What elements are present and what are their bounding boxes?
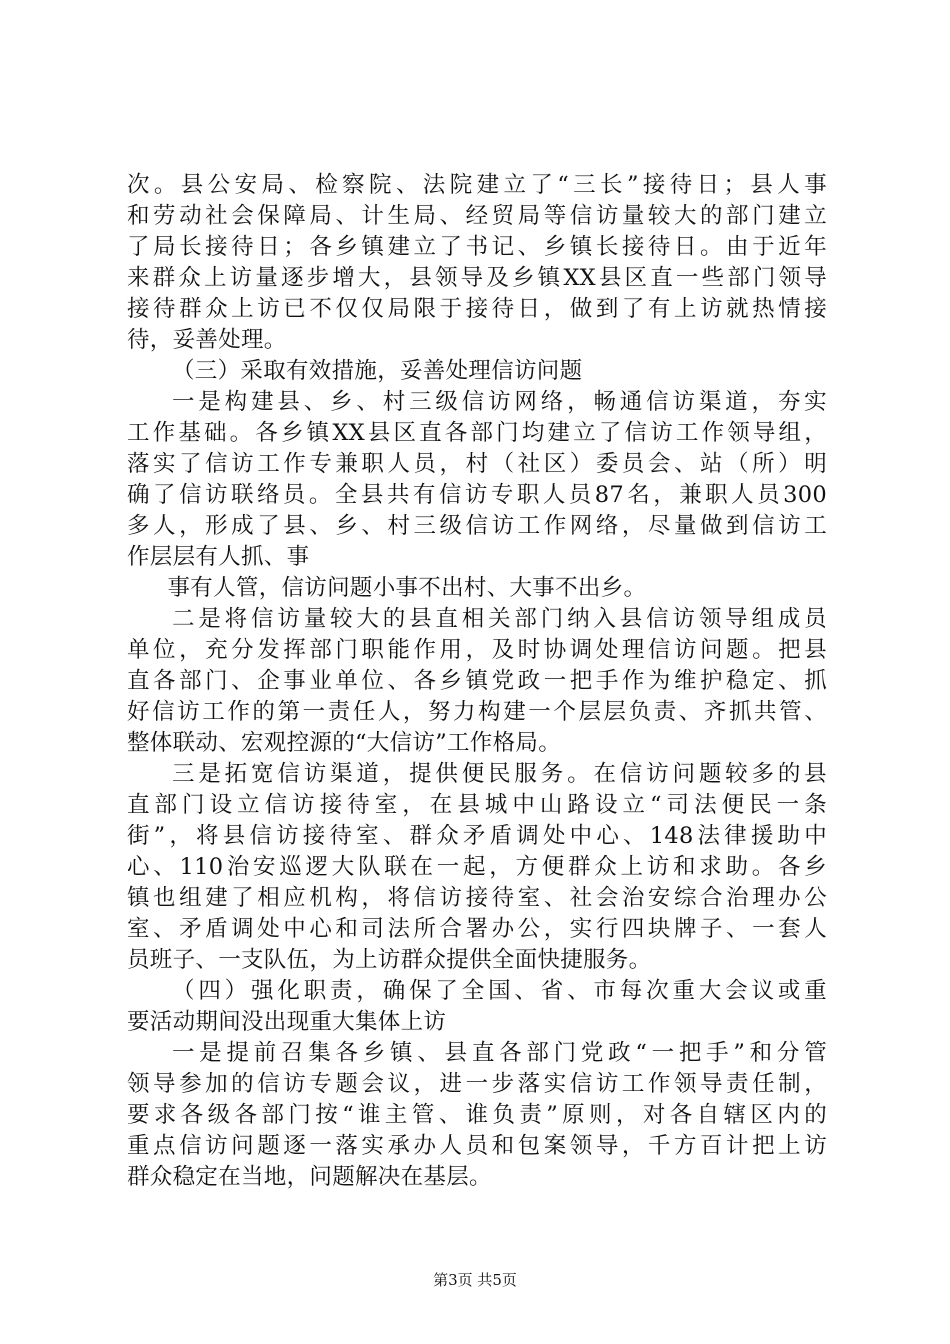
text-line: 三是拓宽信访渠道，提供便民服务。在信访问题较多的县 [172, 761, 827, 787]
document-body [127, 170, 827, 1193]
text-line: 来群众上访量逐步增大，县领导及乡镇XX县区直一些部门领导 [127, 265, 827, 291]
text-line: 工作基础。各乡镇XX县区直各部门均建立了信访工作领导组， [127, 420, 827, 446]
page-number-footer: 第3页 共5页 [433, 1271, 517, 1289]
text-line: 确了信访联络员。全县共有信访专职人员87名，兼职人员300 [127, 482, 827, 508]
text-line: 一是构建县、乡、村三级信访网络，畅通信访渠道，夯实 [172, 389, 827, 415]
text-line: 整体联动、宏观控源的“大信访”工作格局。 [127, 730, 562, 756]
text-line: 员班子、一支队伍，为上访群众提供全面快捷服务。 [127, 947, 652, 973]
text-line: 事有人管，信访问题小事不出村、大事不出乡。 [167, 575, 647, 601]
text-line: 待，妥善处理。 [127, 327, 287, 353]
text-line: 心、110治安巡逻大队联在一起，方便群众上访和求助。各乡 [127, 854, 827, 880]
text-line: 一是提前召集各乡镇、县直各部门党政“一把手”和分管 [172, 1040, 827, 1066]
text-line: （三）采取有效措施，妥善处理信访问题 [172, 358, 583, 384]
text-line: 次。县公安局、检察院、法院建立了“三长”接待日；县人事 [127, 172, 827, 198]
text-line: 室、矛盾调处中心和司法所合署办公，实行四块牌子、一套人 [127, 916, 827, 942]
text-line: 领导参加的信访专题会议，进一步落实信访工作领导责任制， [127, 1071, 827, 1097]
text-line: 要求各级各部门按“谁主管、谁负责”原则，对各自辖区内的 [127, 1102, 827, 1128]
text-line: 重点信访问题逐一落实承办人员和包案领导，千方百计把上访 [127, 1133, 827, 1159]
text-line: 群众稳定在当地，问题解决在基层。 [127, 1164, 492, 1190]
text-line: 街”，将县信访接待室、群众矛盾调处中心、148法律援助中 [127, 823, 827, 849]
text-line: 和劳动社会保障局、计生局、经贸局等信访量较大的部门建立 [127, 203, 827, 229]
text-line: 作层层有人抓、事 [127, 544, 310, 570]
text-line: 落实了信访工作专兼职人员，村（社区）委员会、站（所）明 [127, 451, 827, 477]
text-line: （四）强化职责，确保了全国、省、市每次重大会议或重 [172, 978, 827, 1004]
text-line: 直各部门、企事业单位、各乡镇党政一把手作为维护稳定、抓 [127, 668, 827, 694]
text-line: 单位，充分发挥部门职能作用，及时协调处理信访问题。把县 [127, 637, 827, 663]
text-line: 镇也组建了相应机构，将信访接待室、社会治安综合治理办公 [127, 885, 827, 911]
text-line: 了局长接待日；各乡镇建立了书记、乡镇长接待日。由于近年 [127, 234, 827, 260]
text-line: 多人，形成了县、乡、村三级信访工作网络，尽量做到信访工 [127, 513, 827, 539]
text-line: 接待群众上访已不仅仅局限于接待日，做到了有上访就热情接 [127, 296, 827, 322]
text-line: 要活动期间没出现重大集体上访 [127, 1009, 447, 1035]
text-line: 直部门设立信访接待室，在县城中山路设立“司法便民一条 [127, 792, 827, 818]
text-line: 好信访工作的第一责任人，努力构建一个层层负责、齐抓共管、 [127, 699, 827, 725]
text-line: 二是将信访量较大的县直相关部门纳入县信访领导组成员 [172, 606, 827, 632]
